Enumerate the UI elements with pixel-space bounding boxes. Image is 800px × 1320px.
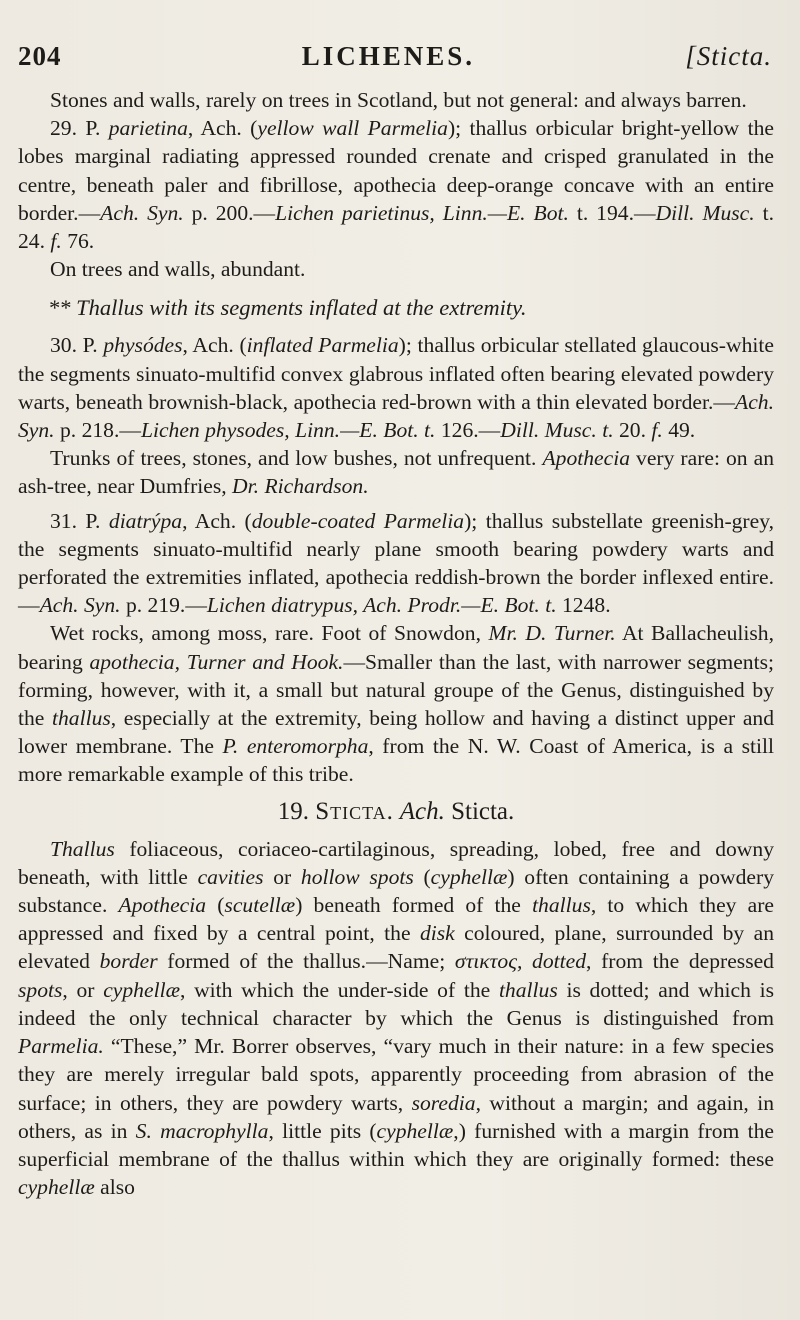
species-29-entry: 29. P. parietina, Ach. (yellow wall Parmelia); thallus orbicular bright-yellow the lobes marginal radiating appressed rounded crenate and crisped granulated in the centre, beneath paler and fibrillose, apothecia deep-orange concave with an entire border.—Ach. Syn. p. 200.—Lichen parietinus, Linn.—E. Bot. t. 194.—Dill. Musc. t. 24. f. 76. xyxy=(18,116,775,254)
species-29-habitat: On trees and walls, abundant. xyxy=(50,257,306,282)
running-title: LICHENES. xyxy=(301,41,476,71)
species-31-entry: 31. P. diatrýpa, Ach. (double-coated Parmelia); thallus substellate greenish-grey, the segments sinuato-multifid nearly plane smooth bearing powdery warts and perforated the extremities inflated, apothecia reddish-brown the border inflexed entire.—Ach. Syn. p. 219.—Lichen diatrypus, Ach. Prodr.—E. Bot. t. 1248. xyxy=(18,508,774,618)
species-30-habitat: Trunks of trees, stones, and low bushes, not unfrequent. Apothecia very rare: on an ash-tree, near Dumfries, Dr. Richardson. xyxy=(18,446,774,499)
running-header xyxy=(18,40,772,72)
genus-description: Thallus foliaceous, coriaceo-cartilaginous, spreading, lobed, free and downy beneath, with little cavities or hollow spots (cyphellæ) often containing a powdery substance. Apothecia (scutellæ) beneath formed of the thallus, to which they are appressed and fixed by a central point, the disk coloured, plane, surrounded by an elevated border formed of the thallus.—Name; στικτος, dotted, from the depressed spots, or cyphellæ, with which the under-side of the thallus is dotted; and which is indeed the only technical character by which the Genus is distinguished from Parmelia. “These,” Mr. Borrer observes, “vary much in their nature: in a few species they are merely irregular bald spots, apparently proceeding from abrasion of the surface; in others, they are powdery warts, soredia, without a margin; and again, in others, as in S. macrophylla, little pits (cyphellæ,) furnished with a margin from the superficial membrane of the thallus within which they are originally formed: these cyphellæ also xyxy=(18,836,775,1200)
running-genus: [Sticta. xyxy=(685,41,772,71)
species-30-entry: 30. P. physódes, Ach. (inflated Parmelia); thallus orbicular stellated glaucous-white the segments sinuato-multifid convex glabrous inflated often bearing elevated powdery warts, beneath brownish-black, apothecia red-brown with a thin elevated border.—Ach. Syn. p. 218.—Lichen physodes, Linn.—E. Bot. t. 126.—Dill. Musc. t. 20. f. 49. xyxy=(18,333,774,443)
genus-heading: 19. Sticta. Ach. Sticta. xyxy=(277,797,515,825)
paragraph-habitat-28: Stones and walls, rarely on trees in Scotland, but not general: and always barren. xyxy=(50,88,747,112)
page-number: 204 xyxy=(18,41,62,71)
species-31-habitat: Wet rocks, among moss, rare. Foot of Snowdon, Mr. D. Turner. At Ballacheulish, bearing apothecia, Turner and Hook.—Smaller than the last, with narrower segments; forming, however, with it, a small but natural groupe of the Genus, distinguished by the thallus, especially at the extremity, being hollow and having a distinct upper and lower membrane. The P. enteromorpha, from the N. W. Coast of America, is a still more remarkable example of this tribe. xyxy=(18,621,774,787)
section-subheading: ** Thallus with its segments inflated at the extremity. xyxy=(48,295,527,321)
